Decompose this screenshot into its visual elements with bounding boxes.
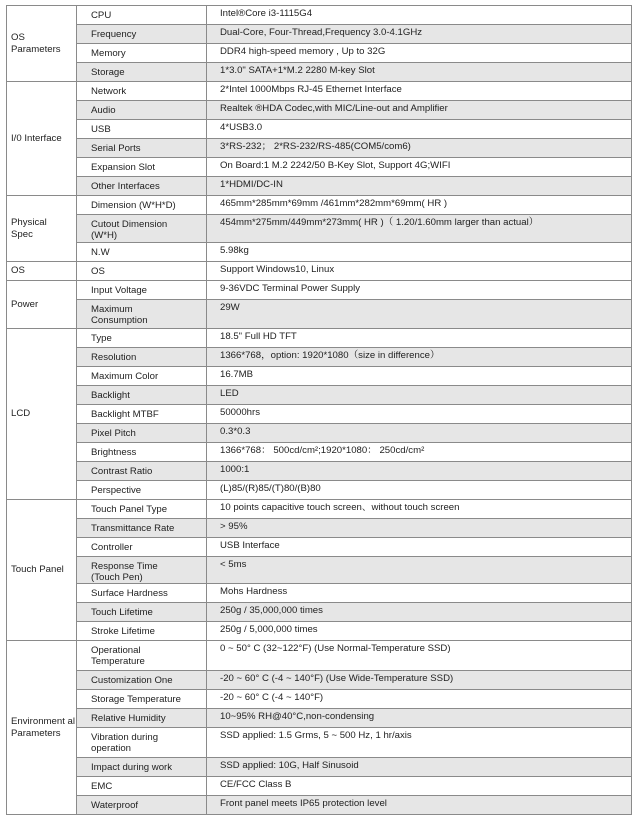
param-value: SSD applied: 1.5 Grms, 5 ~ 500 Hz, 1 hr/axis	[207, 728, 632, 758]
param-name: Backlight MTBF	[77, 405, 207, 424]
spec-row	[7, 709, 632, 728]
param-value: DDR4 high-speed memory , Up to 32G	[207, 44, 632, 63]
param-name: Frequency	[77, 25, 207, 44]
spec-row	[7, 158, 632, 177]
param-value: USB Interface	[207, 538, 632, 557]
param-name: Memory	[77, 44, 207, 63]
spec-row	[7, 443, 632, 462]
param-value: 10~95% RH@40°C,non-condensing	[207, 709, 632, 728]
param-name: Relative Humidity	[77, 709, 207, 728]
spec-row	[7, 603, 632, 622]
param-name: Touch Lifetime	[77, 603, 207, 622]
param-name: Response Time (Touch Pen)	[77, 557, 207, 584]
group-label: Physical Spec	[7, 196, 77, 262]
param-value: 16.7MB	[207, 367, 632, 386]
spec-row	[7, 348, 632, 367]
spec-row	[7, 462, 632, 481]
param-name: N.W	[77, 243, 207, 262]
spec-row	[7, 500, 632, 519]
spec-row	[7, 584, 632, 603]
param-value: 0 ~ 50° C (32~122°F) (Use Normal-Temperature SSD)	[207, 641, 632, 671]
param-name: Serial Ports	[77, 139, 207, 158]
param-name: Vibration during operation	[77, 728, 207, 758]
param-name: Controller	[77, 538, 207, 557]
param-value: -20 ~ 60° C (-4 ~ 140°F)	[207, 690, 632, 709]
param-name: Operational Temperature	[77, 641, 207, 671]
param-name: Brightness	[77, 443, 207, 462]
spec-row	[7, 300, 632, 329]
param-name: Perspective	[77, 481, 207, 500]
spec-row	[7, 538, 632, 557]
spec-row	[7, 25, 632, 44]
param-name: Dimension (W*H*D)	[77, 196, 207, 215]
param-name: Input Voltage	[77, 281, 207, 300]
spec-table	[6, 5, 632, 815]
param-value: 10 points capacitive touch screen、without touch screen	[207, 500, 632, 519]
spec-row	[7, 6, 632, 25]
param-name: Storage Temperature	[77, 690, 207, 709]
param-name: Transmittance Rate	[77, 519, 207, 538]
param-value: 50000hrs	[207, 405, 632, 424]
spec-row	[7, 641, 632, 671]
param-name: Contrast Ratio	[77, 462, 207, 481]
param-value: Realtek ®HDA Codec,with MIC/Line-out and Amplifier	[207, 101, 632, 120]
param-value: 29W	[207, 300, 632, 329]
param-value: (L)85/(R)85/(T)80/(B)80	[207, 481, 632, 500]
spec-row	[7, 215, 632, 243]
param-value: 4*USB3.0	[207, 120, 632, 139]
param-name: CPU	[77, 6, 207, 25]
spec-row	[7, 481, 632, 500]
param-name: Audio	[77, 101, 207, 120]
param-value: 1366*768： 500cd/cm²;1920*1080： 250cd/cm²	[207, 443, 632, 462]
param-value: 250g / 35,000,000 times	[207, 603, 632, 622]
param-name: Maximum Consumption	[77, 300, 207, 329]
param-name: OS	[77, 262, 207, 281]
param-name: Network	[77, 82, 207, 101]
param-value: On Board:1 M.2 2242/50 B-Key Slot, Support 4G;WIFI	[207, 158, 632, 177]
param-name: Customization One	[77, 671, 207, 690]
spec-row	[7, 139, 632, 158]
spec-row	[7, 519, 632, 538]
param-value: 465mm*285mm*69mm /461mm*282mm*69mm( HR )	[207, 196, 632, 215]
param-value: Front panel meets IP65 protection level	[207, 796, 632, 815]
param-name: Pixel Pitch	[77, 424, 207, 443]
spec-row	[7, 557, 632, 584]
param-value: 5.98kg	[207, 243, 632, 262]
param-name: Resolution	[77, 348, 207, 367]
spec-row	[7, 63, 632, 82]
spec-row	[7, 777, 632, 796]
spec-row	[7, 622, 632, 641]
spec-row	[7, 329, 632, 348]
spec-row	[7, 120, 632, 139]
spec-row	[7, 196, 632, 215]
param-value: -20 ~ 60° C (-4 ~ 140°F) (Use Wide-Temperature SSD)	[207, 671, 632, 690]
param-name: Stroke Lifetime	[77, 622, 207, 641]
spec-row	[7, 386, 632, 405]
param-value: > 95%	[207, 519, 632, 538]
param-name: Maximum Color	[77, 367, 207, 386]
group-label: Power	[7, 281, 77, 329]
group-label: Touch Panel	[7, 500, 77, 641]
param-value: 18.5" Full HD TFT	[207, 329, 632, 348]
param-value: 1*HDMI/DC-IN	[207, 177, 632, 196]
spec-row	[7, 281, 632, 300]
param-name: Storage	[77, 63, 207, 82]
param-value: 2*Intel 1000Mbps RJ-45 Ethernet Interface	[207, 82, 632, 101]
group-label: I/0 Interface	[7, 82, 77, 196]
param-name: Other Interfaces	[77, 177, 207, 196]
param-value: SSD applied: 10G, Half Sinusoid	[207, 758, 632, 777]
param-name: Cutout Dimension (W*H)	[77, 215, 207, 243]
param-value: 1366*768，option: 1920*1080（size in difference）	[207, 348, 632, 367]
param-value: 3*RS-232； 2*RS-232/RS-485(COM5/com6)	[207, 139, 632, 158]
spec-row	[7, 728, 632, 758]
spec-row	[7, 671, 632, 690]
param-value: < 5ms	[207, 557, 632, 584]
param-name: Touch Panel Type	[77, 500, 207, 519]
spec-row	[7, 262, 632, 281]
param-name: EMC	[77, 777, 207, 796]
spec-row	[7, 424, 632, 443]
param-value: LED	[207, 386, 632, 405]
param-value: Mohs Hardness	[207, 584, 632, 603]
param-name: Backlight	[77, 386, 207, 405]
param-value: Dual-Core, Four-Thread,Frequency 3.0-4.1GHz	[207, 25, 632, 44]
param-name: Waterproof	[77, 796, 207, 815]
spec-row	[7, 367, 632, 386]
spec-row	[7, 177, 632, 196]
param-value: 1*3.0" SATA+1*M.2 2280 M-key Slot	[207, 63, 632, 82]
param-value: 0.3*0.3	[207, 424, 632, 443]
spec-row	[7, 690, 632, 709]
param-name: Impact during work	[77, 758, 207, 777]
param-value: 1000:1	[207, 462, 632, 481]
spec-row	[7, 243, 632, 262]
param-name: USB	[77, 120, 207, 139]
param-name: Type	[77, 329, 207, 348]
param-value: 250g / 5,000,000 times	[207, 622, 632, 641]
spec-row	[7, 44, 632, 63]
spec-row	[7, 758, 632, 777]
param-name: Expansion Slot	[77, 158, 207, 177]
param-value: Support Windows10, Linux	[207, 262, 632, 281]
spec-row	[7, 405, 632, 424]
param-value: 454mm*275mm/449mm*273mm( HR )（ 1.20/1.60mm larger than actual）	[207, 215, 632, 243]
group-label: OS	[7, 262, 77, 281]
param-name: Surface Hardness	[77, 584, 207, 603]
spec-row	[7, 82, 632, 101]
param-value: 9-36VDC Terminal Power Supply	[207, 281, 632, 300]
param-value: Intel®Core i3-1115G4	[207, 6, 632, 25]
group-label: OS Parameters	[7, 6, 77, 82]
param-value: CE/FCC Class B	[207, 777, 632, 796]
group-label: Environment al Parameters	[7, 641, 77, 815]
spec-row	[7, 101, 632, 120]
spec-row	[7, 796, 632, 815]
group-label: LCD	[7, 329, 77, 500]
